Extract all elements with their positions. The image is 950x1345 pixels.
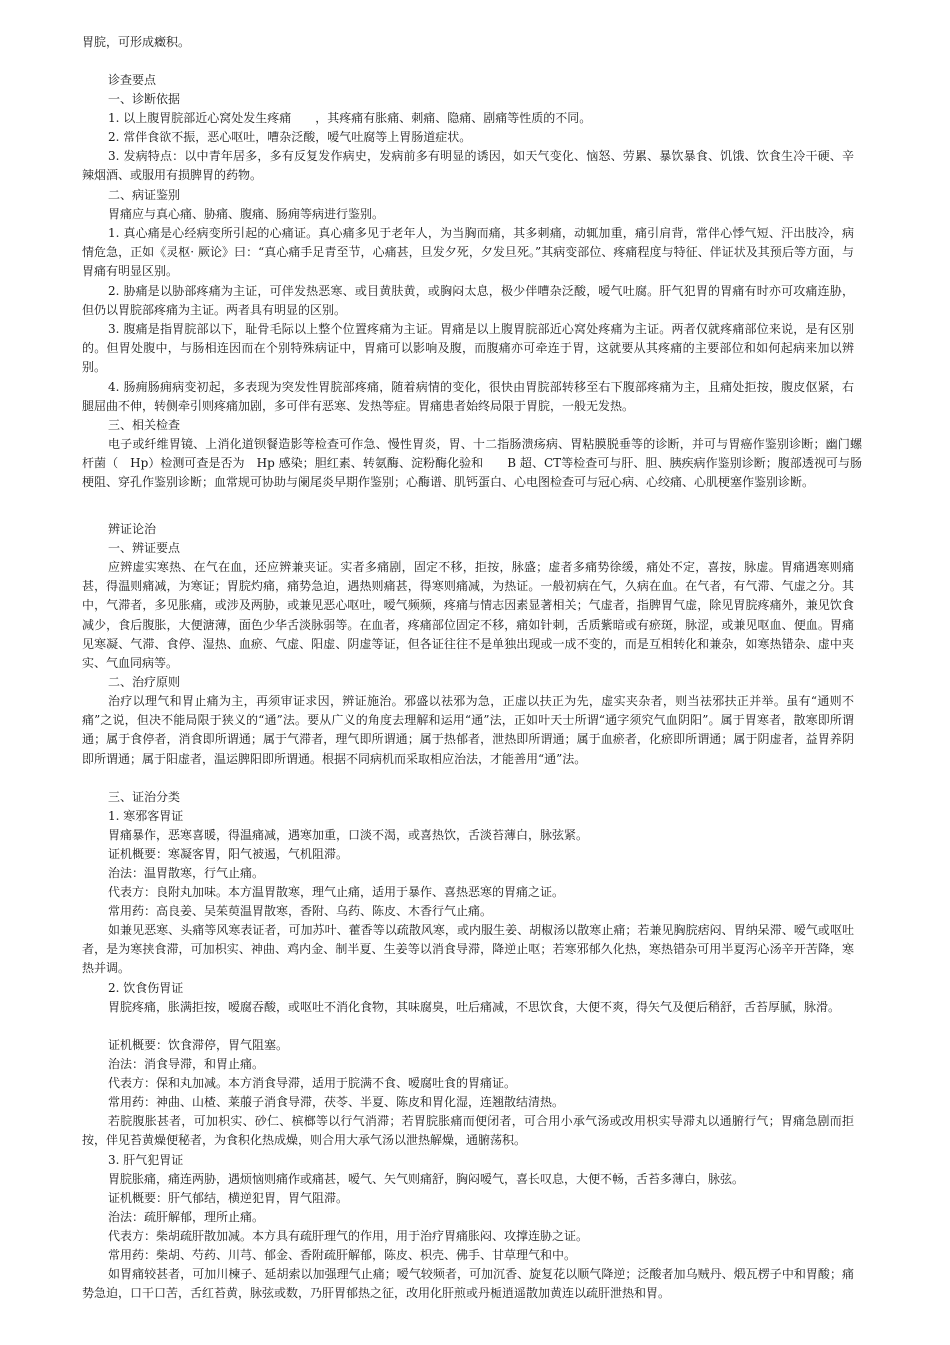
criteria-item: 1. 以上腹胃脘部近心窝处发生疼痛 ，其疼痛有胀痛、刺痛、隐痛、剧痛等性质的不同。 xyxy=(108,111,592,125)
syndrome-herbs: 常用药：高良姜、吴茱萸温胃散寒，香附、乌药、陈皮、木香行气止痛。 xyxy=(108,904,493,918)
differential-item: 1. 真心痛是心经病变所引起的心痛证。真心痛多见于老年人，为当胸而痛，其多刺痛，动辄加重，痛引肩背，常伴心悸气短、汗出肢冷，病情危急，正如《灵枢· 厥论》曰：“真心痛手足青至节，心痛甚，旦发夕死，夕发旦死。”其病变部位、疼痛程度与特征、伴证状及其预后等方面，与胃痛有明显区别。 xyxy=(82,226,854,279)
syndrome-method: 治法：疏肝解郁，理所止痛。 xyxy=(108,1210,265,1224)
syndrome-formula: 代表方：良附丸加味。本方温胃散寒，理气止痛，适用于暴作、喜热恶寒的胃痛之证。 xyxy=(108,885,565,899)
exams-text: 电子或纤维胃镜、上消化道钡餐造影等检查可作急、慢性胃炎，胃、十二指肠溃疡病、胃粘膜脱垂等的诊断，并可与胃癌作鉴别诊断；幽门螺杆菌（ Hp）检测可查是否为 Hp 感染；胆红素、转氨酶、淀粉酶化验和 B 超、CT等检查可与肝、胆、胰疾病作鉴别诊断；腹部透视可与肠梗阻、穿孔作鉴别诊断；血常规可协助与阑尾炎早期作鉴别；心酶谱、肌钙蛋白、心电图检查可与冠心病、心绞痛、心肌梗塞作鉴别诊断。 xyxy=(82,437,862,490)
syndrome-title: 3. 肝气犯胃证 xyxy=(108,1153,184,1167)
differential-item: 4. 肠痈肠痈病变初起，多表现为突发性胃脘部疼痛，随着病情的变化，很快由胃脘部转移至右下腹部疼痛为主，且痛处拒按，腹皮伛紧，右腿屈曲不伸，转侧牵引则疼痛加剧，多可伴有恶寒、发热等症。胃痛患者始终局限于胃脘，一般无发热。 xyxy=(82,380,854,414)
criteria-item: 3. 发病特点：以中青年居多，多有反复发作病史，发病前多有明显的诱因，如天气变化、恼怒、劳累、暴饮暴食、饥饿、饮食生冷干硬、辛辣烟酒、或服用有损脾胃的药物。 xyxy=(82,149,854,183)
criteria-item: 2. 常伴食欲不振，恶心呕吐，嘈杂泛酸，嗳气吐腐等上胃肠道症状。 xyxy=(108,130,472,144)
differential-item: 2. 胁痛是以胁部疼痛为主证，可伴发热恶寒、或目黄肤黄，或胸闷太息，极少伴嘈杂泛酸，嗳气吐腐。肝气犯胃的胃痛有时亦可攻痛连胁，但仍以胃脘部疼痛为主证。两者具有明显的区别。 xyxy=(82,284,854,318)
syndrome-symptoms: 胃脘胀痛，痛连两胁，遇烦恼则痛作或痛甚，嗳气、矢气则痛舒，胸闷嗳气，喜长叹息，大便不畅，舌苔多薄白，脉弦。 xyxy=(108,1172,745,1186)
differential-intro: 胃痛应与真心痛、胁痛、腹痛、肠痈等病进行鉴别。 xyxy=(108,207,385,221)
differential-item: 3. 腹痛是指胃脘部以下，耻骨毛际以上整个位置疼痛为主证。胃痛是以上腹胃脘部近心窝处疼痛为主证。两者仅就疼痛部位来说，是有区别的。但胃处腹中，与肠相连因而在个别特殊病证中，胃痛可以影响及腹，而腹痛亦可牵连于胃，这就要从其疼痛的主要部位和如何起病来加以辨别。 xyxy=(82,322,854,375)
syndrome-method: 治法：温胃散寒，行气止痛。 xyxy=(108,866,265,880)
subsection-title-exams: 三、相关检查 xyxy=(108,418,181,432)
points-text: 应辨虚实寒热、在气在血，还应辨兼夹证。实者多痛剧，固定不移，拒按，脉盛；虚者多痛势徐缓，痛处不定，喜按，脉虚。胃痛遇寒则痛甚，得温则痛减，为寒证；胃脘灼痛，痛势急迫，遇热则痛甚，得寒则痛减，为热证。一般初病在气，久病在血。在气者，有气滞、气虚之分。其中，气滞者，多见胀痛，或涉及两胁，或兼见恶心呕吐，嗳气频频，疼痛与情志因素显著相关；气虚者，指脾胃气虚，除见胃脘疼痛外，兼见饮食减少，食后腹胀，大便溏薄，面色少华舌淡脉弱等。在血者，疼痛部位固定不移，痛如针刺，舌质紫暗或有瘀斑，脉涩，或兼见呕血、便血。胃痛见寒凝、气滞、食停、湿热、血瘀、气虚、阳虚、阴虚等证，但各证往往不是单独出现或一成不变的，而是互相转化和兼杂，如寒热错杂、虚中夹实、气血同病等。 xyxy=(82,560,854,671)
subsection-title-classification: 三、证治分类 xyxy=(108,790,181,804)
subsection-title-principles: 二、治疗原则 xyxy=(108,675,181,689)
syndrome-herbs: 常用药：柴胡、芍药、川芎、郁金、香附疏肝解郁，陈皮、枳壳、佛手、甘草理气和中。 xyxy=(108,1248,577,1262)
syndrome-mechanism: 证机概要：寒凝客胃，阳气被遏，气机阻滞。 xyxy=(108,847,349,861)
syndrome-symptoms: 胃脘疼痛，胀满拒按，嗳腐吞酸，或呕吐不消化食物，其味腐臭，吐后痛减，不思饮食，大便不爽，得矢气及便后稍舒，舌苔厚腻，脉滑。 xyxy=(108,1000,841,1014)
syndrome-additions: 若脘腹胀甚者，可加枳实、砂仁、槟榔等以行气消滞；若胃脘胀痛而便闭者，可合用小承气汤或改用枳实导滞丸以通腑行气；胃痛急剧而拒按，伴见苔黄燥便秘者，为食积化热成燥，则合用大承气汤以泄热解燥，通腑荡积。 xyxy=(82,1114,854,1148)
syndrome-herbs: 常用药：神曲、山楂、莱菔子消食导滞，茯苓、半夏、陈皮和胃化湿，连翘散结清热。 xyxy=(108,1095,565,1109)
principles-text: 治疗以理气和胃止痛为主，再须审证求因，辨证施治。邪盛以祛邪为急，正虚以扶正为先，虚实夹杂者，则当祛邪扶正并举。虽有“通则不痛”之说，但决不能局限于狭义的“通”法。要从广义的角度去理解和运用“通”法，正如叶天士所谓“通字须究气血阴阳”。属于胃寒者，散寒即所谓通；属于食停者，消食即所谓通；属于气滞者，理气即所谓通；属于热郁者，泄热即所谓通；属于血瘀者，化瘀即所谓通；属于阴虚者，益胃养阴即所谓通；属于阳虚者，温运脾阳即所谓通。根据不同病机而采取相应治法，才能善用“通”法。 xyxy=(82,694,854,766)
subsection-title-differential: 二、病证鉴别 xyxy=(108,188,181,202)
syndrome-method: 治法：消食导滞，和胃止痛。 xyxy=(108,1057,265,1071)
section-title-diagnosis: 诊查要点 xyxy=(108,73,157,87)
syndrome-additions: 如胃痛较甚者，可加川楝子、延胡索以加强理气止痛；嗳气较频者，可加沉香、旋复花以顺气降逆；泛酸者加乌贼丹、煅瓦楞子中和胃酸；痛势急迫，口干口苦，舌红苔黄，脉弦或数，乃肝胃郁热之征，改用化肝煎或丹栀逍遥散加黄连以疏肝泄热和胃。 xyxy=(82,1267,854,1301)
syndrome-mechanism: 证机概要：饮食滞停，胃气阻塞。 xyxy=(108,1038,289,1052)
syndrome-symptoms: 胃痛暴作，恶寒喜暖，得温痛减，遇寒加重，口淡不渴，或喜热饮，舌淡苔薄白，脉弦紧。 xyxy=(108,828,589,842)
syndrome-title: 1. 寒邪客胃证 xyxy=(108,809,184,823)
syndrome-formula: 代表方：柴胡疏肝散加减。本方具有疏肝理气的作用，用于治疗胃痛胀闷、攻撑连胁之证。 xyxy=(108,1229,589,1243)
syndrome-additions: 如兼见恶寒、头痛等风寒表证者，可加苏叶、藿香等以疏散风寒，或内服生姜、胡椒汤以散寒止痛；若兼见胸脘痞闷、胃纳呆滞、嗳气或呕吐者，是为寒挟食滞，可加枳实、神曲、鸡内金、制半夏、生姜等以消食导滞，降逆止呕；若寒邪郁久化热，寒热错杂可用半夏泻心汤辛开苦降，寒热并调。 xyxy=(82,923,854,976)
syndrome-title: 2. 饮食伤胃证 xyxy=(108,981,184,995)
syndrome-formula: 代表方：保和丸加减。本方消食导滞，适用于脘满不食、嗳腐吐食的胃痛证。 xyxy=(108,1076,517,1090)
subsection-title-points: 一、辨证要点 xyxy=(108,541,181,555)
intro-tail: 胃脘，可形成癥积。 xyxy=(82,35,191,49)
syndrome-mechanism: 证机概要：肝气郁结，横逆犯胃，胃气阻滞。 xyxy=(108,1191,349,1205)
subsection-title-criteria: 一、诊断依据 xyxy=(108,92,181,106)
section-title-treatment: 辨证论治 xyxy=(108,522,157,536)
